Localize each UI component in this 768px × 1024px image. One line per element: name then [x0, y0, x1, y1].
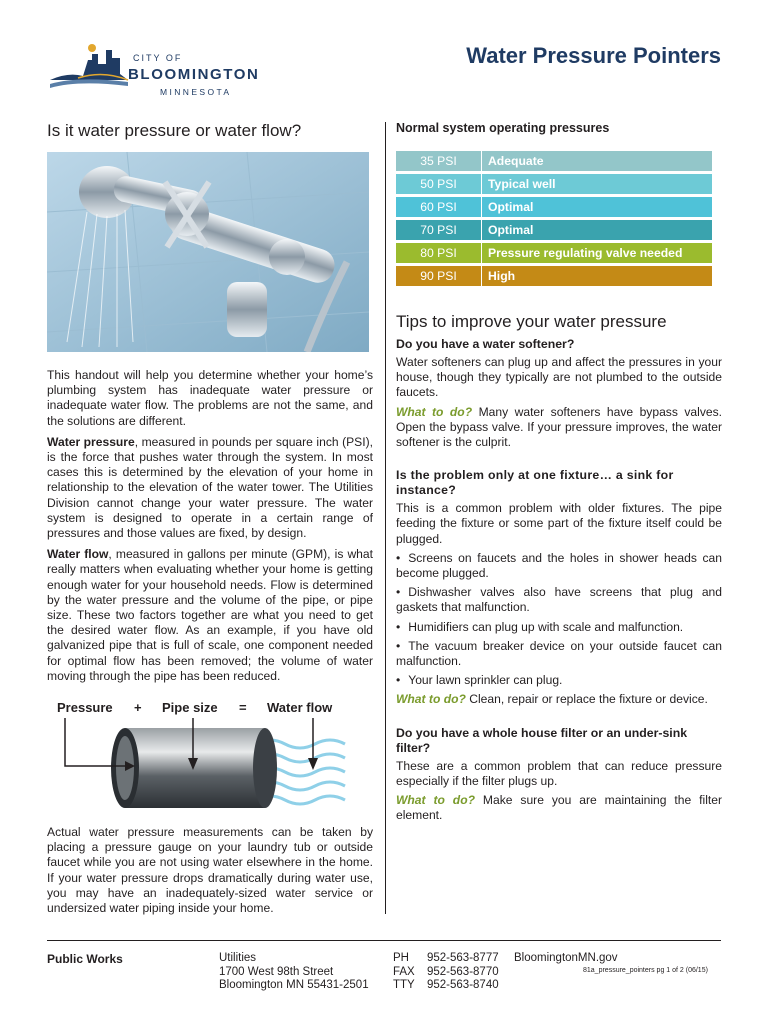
footer-website[interactable]: BloomingtonMN.gov [514, 952, 618, 964]
left-closing [47, 825, 373, 922]
q2-what-to-do: What to do? [396, 692, 466, 707]
logo-state: MINNESOTA [160, 87, 232, 97]
table-row [396, 220, 712, 240]
q2-bullet-list [396, 551, 722, 689]
q2-text: This is a common problem with older fixtures. The pipe feeding the fixture or some part of the fixture itself could be plugged. [396, 501, 722, 546]
formula-pipe-size: Pipe size [162, 700, 218, 715]
formula-equals: = [239, 700, 247, 715]
logo-name: BLOOMINGTON [128, 66, 260, 83]
footer-fax: 952-563-8770 [427, 965, 499, 978]
q3-heading: Do you have a whole house filter or an under-sink filter? [396, 725, 688, 755]
table-row [396, 174, 712, 194]
left-heading: Is it water pressure or water flow? [47, 121, 302, 140]
q3-action-text: Make sure you are maintaining the filter element. [396, 793, 723, 823]
psi-value: 90 PSI [396, 266, 482, 286]
footer-doc-reference: 81a_pressure_pointers pg 1 of 2 (06/15) [583, 967, 708, 974]
table-row [396, 266, 712, 286]
footer-city: Bloomington MN 55431-2501 [219, 979, 369, 991]
flow-paragraph [47, 547, 373, 684]
logo-city-of: CITY OF [133, 53, 183, 63]
psi-label: Adequate [488, 154, 544, 168]
psi-value: 80 PSI [396, 243, 482, 263]
footer-phone-labels [393, 952, 415, 993]
psi-label: High [488, 269, 516, 283]
psi-label: Optimal [488, 200, 534, 214]
faucet-photo [47, 152, 369, 352]
q2-action [396, 692, 722, 707]
footer-tty: 952-563-8740 [427, 979, 499, 991]
pressure-term: Water pressure [47, 434, 135, 449]
footer-phone-numbers [427, 952, 499, 993]
formula-pressure: Pressure [57, 700, 113, 715]
pressure-paragraph [47, 435, 373, 541]
q3-text: These are a common problem that can reduce pressure especially if the filter plugs up. [396, 758, 722, 788]
psi-value: 70 PSI [396, 220, 482, 240]
footer-street: 1700 West 98th Street [219, 965, 334, 978]
q3-what-to-do: What to do? [396, 793, 475, 808]
footer-rule [47, 940, 721, 941]
footer-ph-label: PH [393, 952, 409, 964]
pressure-text: , measured in pounds per square inch (PSI), is the force that pushes water through the system. In most cases this is determined by the elevation of your home in relationship to the elevation of the water tower. The Utilities Division cannot change your water pressure. The water system is designed to operate in a certain range of pressures and those values are fixed, by design. [47, 434, 373, 541]
psi-value: 35 PSI [396, 151, 482, 171]
footer-division: Utilities [219, 952, 257, 964]
list-item: • Humidifiers can plug up with scale and malfunction. [396, 620, 722, 635]
document-title: Water Pressure Pointers [466, 43, 721, 68]
list-item: • Screens on faucets and the holes in shower heads can become plugged. [396, 551, 722, 581]
footer-phone: 952-563-8777 [427, 952, 499, 964]
table-heading: Normal system operating pressures [396, 121, 610, 135]
q3-action [396, 793, 722, 823]
table-row [396, 151, 712, 171]
formula-plus: + [134, 700, 142, 715]
left-body [47, 368, 373, 690]
intro-paragraph: This handout will help you determine whether your home’s plumbing system has inadequate water pressure or inadequate water flow. The problems are not the same, and the solutions are different. [47, 368, 373, 428]
formula-water-flow: Water flow [267, 700, 333, 715]
footer-fax-label: FAX [393, 965, 415, 978]
q1-text: Water softeners can plug up and affect the pressures in your house, though they typically are not plumbed to the outside faucets. [396, 355, 722, 400]
flow-term: Water flow [47, 547, 109, 562]
footer-tty-label: TTY [393, 979, 415, 991]
list-item: • Dishwasher valves also have screens that plug and gaskets that malfunction. [396, 585, 722, 615]
tips-heading: Tips to improve your water pressure [396, 312, 667, 331]
list-item: • Your lawn sprinkler can plug. [396, 673, 722, 688]
q1-what-to-do: What to do? [396, 404, 473, 419]
q1-action-text: Many water softeners have bypass valves. Open the bypass valve. If your pressure improves, the water softener is the culprit. [396, 404, 723, 450]
table-row [396, 197, 712, 217]
q2-action-text: Clean, repair or replace the fixture or device. [465, 692, 708, 707]
column-divider [385, 122, 386, 914]
closing-paragraph: Actual water pressure measurements can be taken by placing a pressure gauge on your laundry tub or outside faucet while you are not using water elsewhere in the home. If your water pressure drops dramatically during water use, you may have an inadequately-sized water service or undersized water piping inside your home. [47, 825, 373, 916]
psi-label: Optimal [488, 223, 534, 237]
psi-value: 50 PSI [396, 174, 482, 194]
psi-value: 60 PSI [396, 197, 482, 217]
pressure-table [396, 148, 712, 289]
q1-action [396, 405, 722, 451]
q2-heading: Is the problem only at one fixture… a sink for instance? [396, 468, 674, 498]
flow-text: , measured in gallons per minute (GPM), is what really matters when evaluating whether your home is getting enough water for your household needs. Flow is determined by the water pressure and the volume of the pipe, or pipe size. These two factors together are what you need to get the desired water flow. As an example, if you have old galvanized pipe that is full of scale, one component needed for optimal flow has been removed; the volume of water moving through the pipe has been reduced. [47, 547, 373, 683]
psi-label: Typical well [488, 177, 556, 191]
pipe-diagram [55, 718, 375, 818]
psi-label: Pressure regulating valve needed [488, 246, 683, 260]
tips-body [396, 337, 722, 829]
footer-department: Public Works [47, 952, 123, 966]
list-item: • The vacuum breaker device on your outside faucet can malfunction. [396, 639, 722, 669]
footer-address [219, 952, 369, 993]
table-row [396, 243, 712, 263]
q1-heading: Do you have a water softener? [396, 337, 575, 351]
